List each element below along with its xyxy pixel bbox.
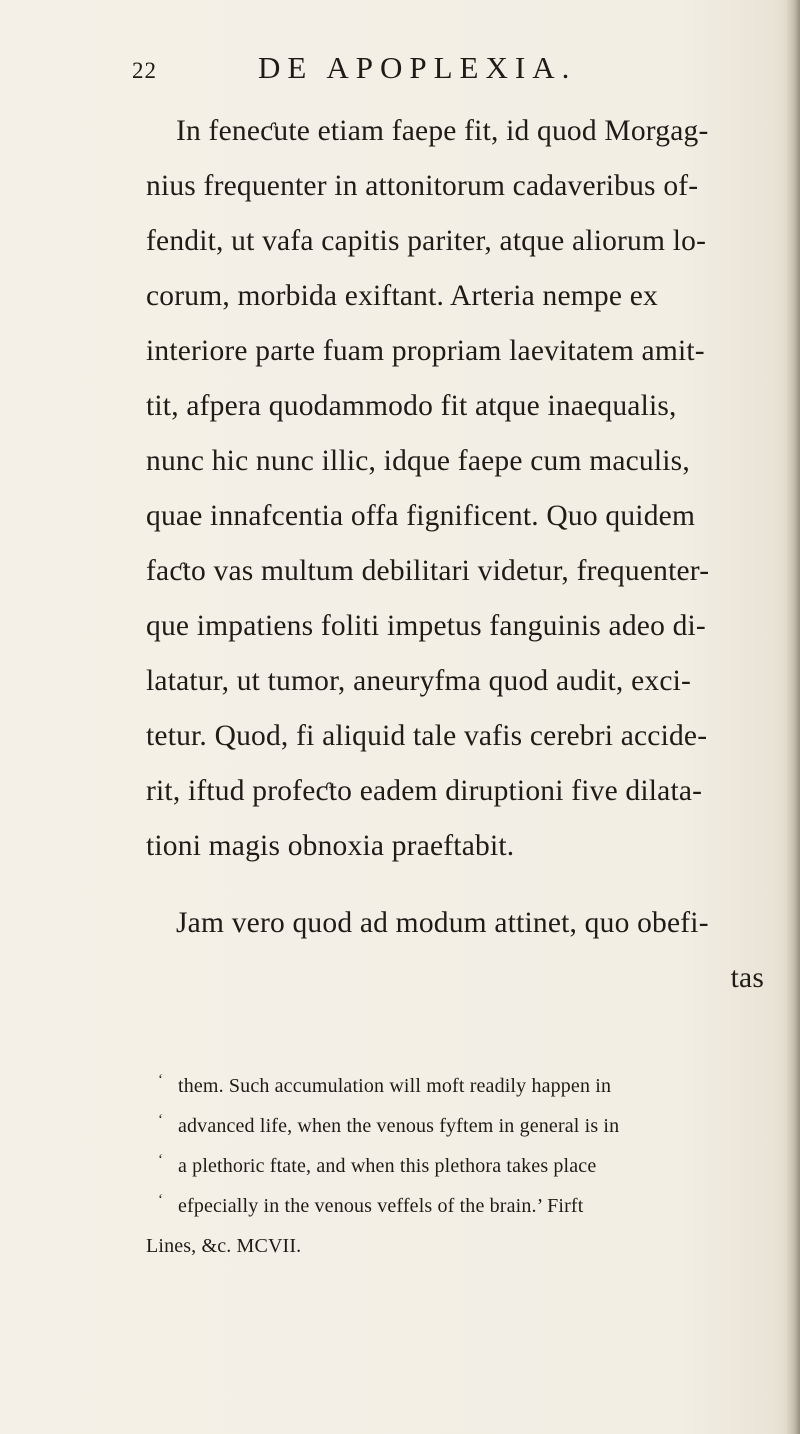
text-line: Jam vero quod ad modum attinet, quo obefi- (176, 907, 709, 939)
text-line: corum, morbida exiftant. Arteria nempe ex (146, 280, 658, 312)
footnote-line: ‘ efpecially in the venous veffels of the brain.’ Firft (158, 1192, 584, 1217)
footnote-line: ‘ advanced life, when the venous fyftem in general is in (158, 1112, 620, 1137)
footnote-line: Lines, &c. MCVII. (146, 1235, 302, 1257)
text-line: tetur. Quod, fi aliquid tale vafis cerebri accide- (146, 720, 708, 752)
footnote-text: efpecially in the venous veffels of the brain.’ Firft (178, 1195, 584, 1217)
footnote-text: them. Such accumulation will moft readily happen in (178, 1075, 612, 1097)
footnote-text: advanced life, when the venous fyftem in general is in (178, 1115, 620, 1137)
footnote-line: ‘ them. Such accumulation will moft readily happen in (158, 1072, 612, 1097)
text-line: que impatiens foliti impetus fanguinis adeo di- (146, 610, 706, 642)
page-edge-shadow (786, 0, 800, 1434)
paragraph-gap (146, 874, 766, 896)
footnote-text: a plethoric ftate, and when this plethora takes place (178, 1155, 597, 1177)
text-line: fendit, ut vafa capitis pariter, atque aliorum lo- (146, 225, 707, 257)
footnote (146, 1066, 766, 1266)
text-line: interiore parte fuam propriam laevitatem amit- (146, 335, 705, 367)
text-line: nius frequenter in attonitorum cadaveribus of- (146, 170, 699, 202)
text-line: quae innafcentia offa fignificent. Quo quidem (146, 500, 696, 532)
footnote-line: ‘ a plethoric ftate, and when this plethora takes place (158, 1152, 597, 1177)
text-line: tioni magis obnoxia praeftabit. (146, 830, 515, 862)
main-text (146, 104, 766, 1006)
page-number: 22 (132, 58, 157, 83)
catchword: tas (730, 962, 764, 994)
text-line: latatur, ut tumor, aneuryfma quod audit, exci- (146, 665, 692, 697)
text-line: faƈto vas multum debilitari videtur, frequenter- (146, 555, 710, 587)
running-head: DE APOPLEXIA. (258, 50, 577, 85)
text-line: tit, afpera quodammodo fit atque inaequalis, (146, 390, 677, 422)
text-line: In feneƈute etiam faepe fit, id quod Morgag- (176, 115, 709, 147)
text-line: nunc hic nunc illic, idque faepe cum maculis, (146, 445, 690, 477)
page-header (0, 50, 800, 90)
text-line: rit, iftud profeƈto eadem diruptioni five dilata- (146, 775, 703, 807)
